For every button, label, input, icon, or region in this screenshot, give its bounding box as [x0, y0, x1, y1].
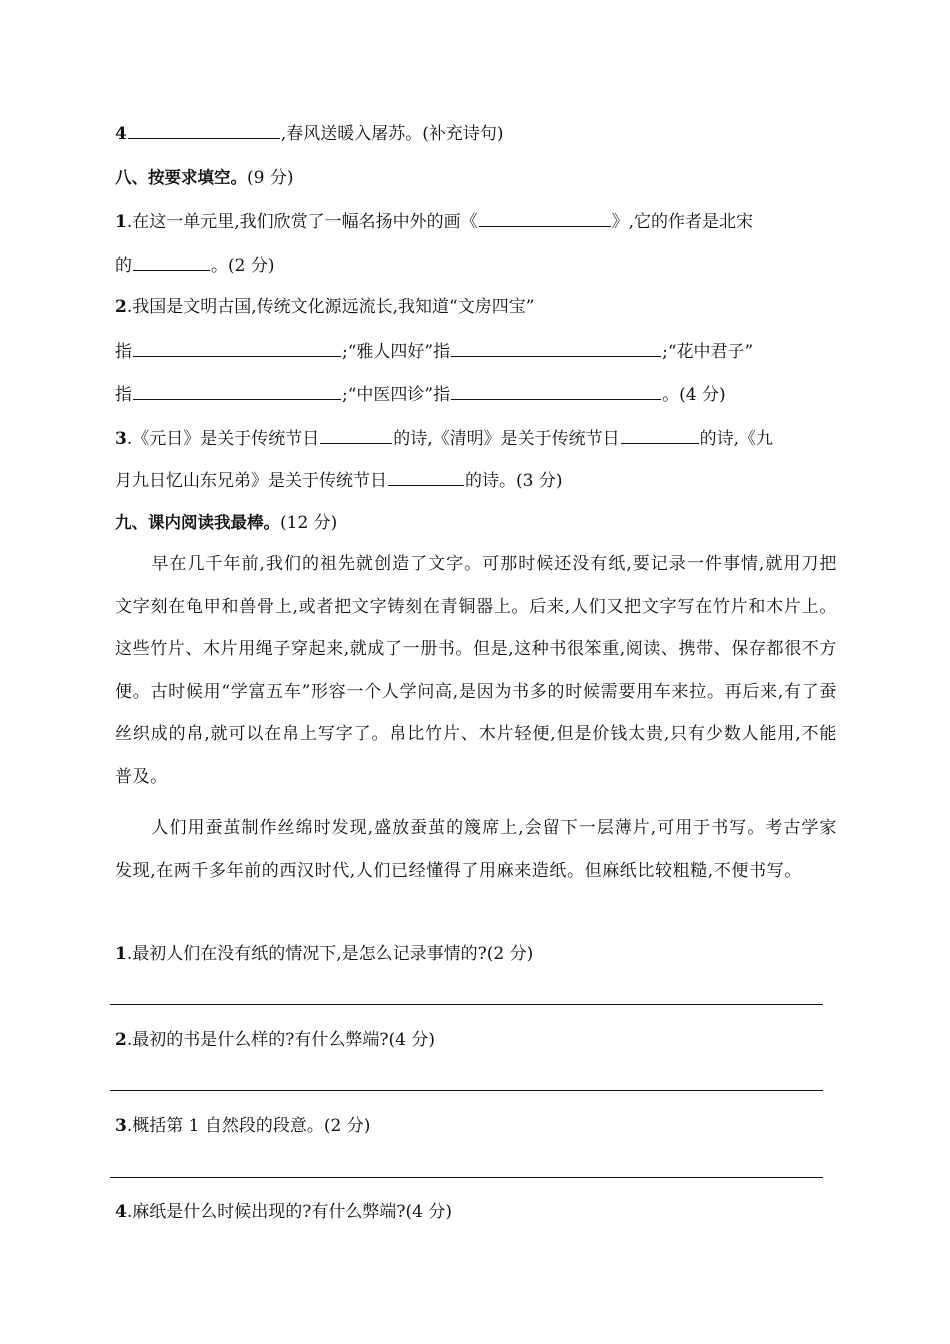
answer-blank[interactable] [133, 338, 341, 357]
question-number: 3 [115, 429, 127, 449]
answer-blank[interactable] [451, 338, 661, 357]
answer-blank[interactable] [133, 252, 210, 271]
question-text: .《元日》是关于传统节日 [126, 429, 320, 449]
question-text: 的诗,《清明》是关于传统节日 [393, 429, 620, 449]
passage-paragraph-1 [115, 543, 837, 798]
question-text: .概括第 1 自然段的段意。(2 分) [126, 1116, 371, 1136]
question-text: ,春风送暖入屠苏。(补充诗句) [280, 124, 504, 144]
question-text: 。(4 分) [662, 385, 726, 405]
question-text: 》,它的作者是北宋 [611, 212, 754, 232]
question-text: 。(2 分) [211, 256, 275, 276]
question-text: 指 [115, 385, 132, 405]
question-text: ;“雅人四好”指 [342, 342, 451, 362]
question-text: 的诗。(3 分) [465, 471, 563, 491]
question-7-4 [115, 120, 504, 146]
question-number: 1 [115, 212, 127, 232]
question-text: ;“中医四诊”指 [342, 385, 451, 405]
answer-blank[interactable] [128, 120, 280, 139]
question-number: 3 [115, 1116, 127, 1136]
question-8-2-intro [115, 295, 534, 319]
question-8-1-line-2 [115, 252, 274, 278]
question-text: 指 [115, 342, 132, 362]
question-8-1-line-1 [115, 208, 753, 234]
question-text: .最初的书是什么样的?有什么弊端?(4 分) [126, 1030, 435, 1050]
section-8-heading [115, 166, 293, 190]
section-9-heading [115, 511, 337, 535]
section-title: 九、课内阅读我最棒。 [115, 513, 280, 532]
answer-line[interactable] [110, 1004, 823, 1005]
answer-line[interactable] [110, 1177, 823, 1178]
question-text: 月九日忆山东兄弟》是关于传统节日 [115, 471, 387, 491]
section-score: (12 分) [280, 513, 338, 533]
question-number: 4 [115, 124, 127, 144]
question-text: .麻纸是什么时候出现的?有什么弊端?(4 分) [126, 1202, 452, 1222]
passage-paragraph-2 [115, 807, 837, 892]
question-9-4 [115, 1200, 452, 1224]
question-8-3-line-2 [115, 467, 562, 493]
answer-blank[interactable] [479, 208, 611, 227]
question-number: 2 [115, 1030, 127, 1050]
question-9-1 [115, 942, 533, 966]
question-8-2-row-1 [115, 338, 753, 364]
question-text: .我国是文明古国,传统文化源远流长,我知道“文房四宝” [126, 297, 535, 317]
paragraph-text: 早在几千年前,我们的祖先就创造了文字。可那时候还没有纸,要记录一件事情,就用刀把文字刻在龟甲和兽骨上,或者把文字铸刻在青铜器上。后来,人们又把文字写在竹片和木片上。这些竹片、木片用绳子穿起来,就成了一册书。但是,这种书很笨重,阅读、携带、保存都很不方便。古时候用“学富五车”形容一个人学问高,是因为书多的时候需要用车来拉。再后来,有了蚕丝织成的帛,就可以在帛上写字了。帛比竹片、木片轻便,但是价钱太贵,只有少数人能用,不能普及。 [115, 554, 838, 787]
answer-line[interactable] [110, 1090, 823, 1091]
question-text: ;“花中君子” [662, 342, 754, 362]
answer-blank[interactable] [133, 381, 341, 400]
answer-blank[interactable] [621, 425, 699, 444]
question-text: .最初人们在没有纸的情况下,是怎么记录事情的?(2 分) [126, 944, 534, 964]
question-number: 4 [115, 1202, 127, 1222]
question-text: 的 [115, 256, 132, 276]
question-8-3-line-1 [115, 425, 773, 451]
question-text: 的诗,《九 [699, 429, 774, 449]
answer-blank[interactable] [320, 425, 392, 444]
question-8-2-row-2 [115, 381, 726, 407]
question-number: 1 [115, 944, 127, 964]
question-text: .在这一单元里,我们欣赏了一幅名扬中外的画《 [126, 212, 478, 232]
answer-blank[interactable] [451, 381, 661, 400]
question-9-2 [115, 1028, 435, 1052]
answer-blank[interactable] [388, 467, 464, 486]
paragraph-text: 人们用蚕茧制作丝绵时发现,盛放蚕茧的篾席上,会留下一层薄片,可用于书写。考古学家发现,在两千多年前的西汉时代,人们已经懂得了用麻来造纸。但麻纸比较粗糙,不便书写。 [115, 818, 837, 881]
section-title: 八、按要求填空。 [115, 168, 247, 187]
question-number: 2 [115, 297, 127, 317]
section-score: (9 分) [247, 168, 294, 188]
question-9-3 [115, 1114, 370, 1138]
